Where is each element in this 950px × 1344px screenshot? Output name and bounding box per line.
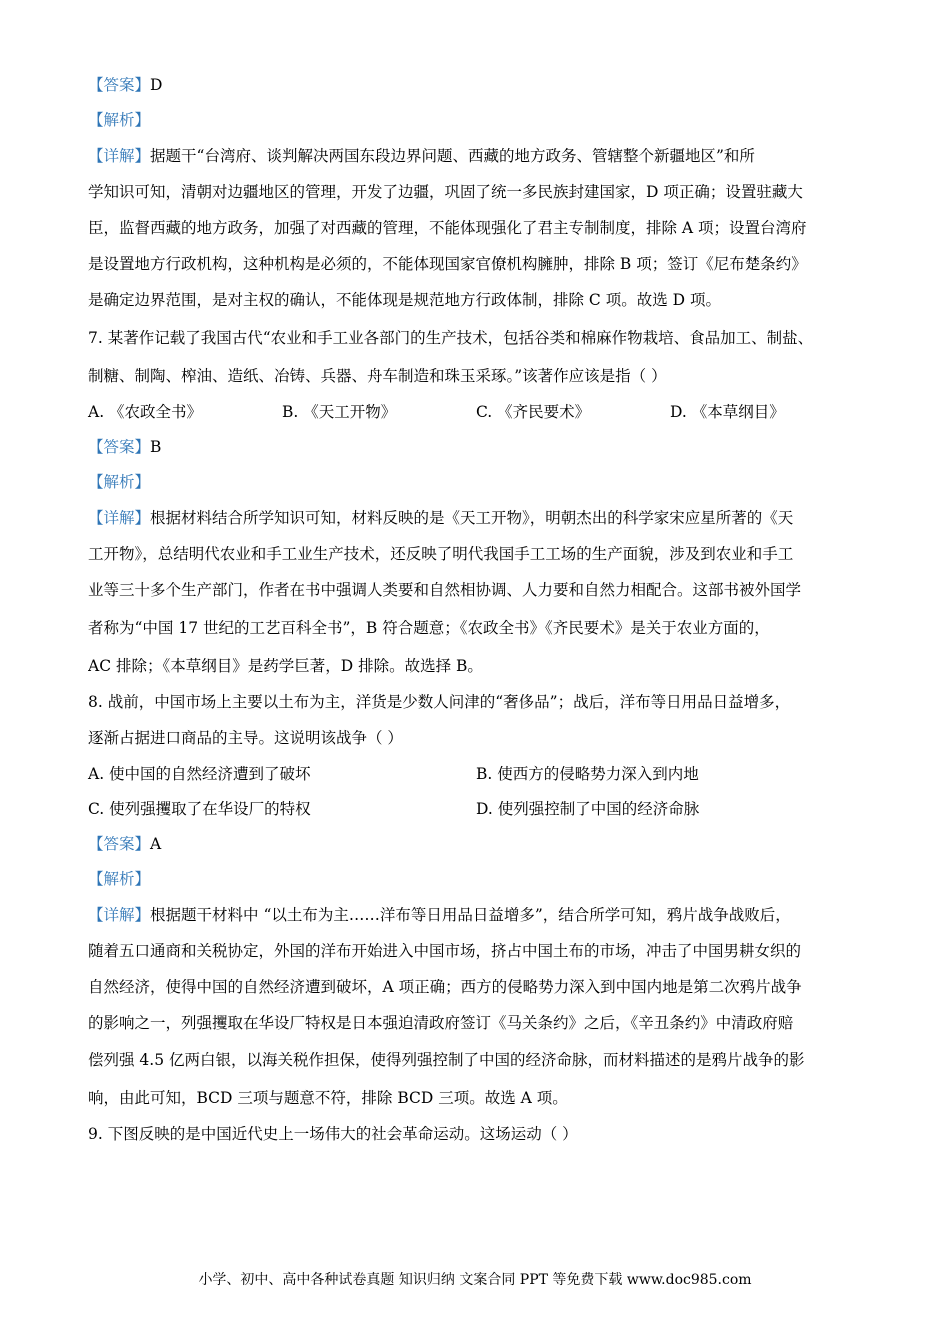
detail-text: 据题干“台湾府、谈判解决两国东段边界问题、西藏的地方政务、管辖整个新疆地区”和所 — [150, 147, 755, 165]
q7-stem-line: 7. 某著作记载了我国古代“农业和手工业各部门的生产技术，包括谷类和棉麻作物栽培、食品加工、制盐、 — [88, 329, 814, 347]
q8-detail-line: 的影响之一，列强攫取在华设厂特权是日本强迫清政府签订《马关条约》之后，《辛丑条约》中清政府赔 — [88, 1014, 794, 1032]
q9-stem-line: 9. 下图反映的是中国近代史上一场伟大的社会革命运动。这场运动（ ） — [88, 1125, 578, 1143]
q7-detail-line: 者称为“中国 17 世纪的工艺百科全书”，B 符合题意；《农政全书》《齐民要术》是关于农业方面的， — [88, 619, 770, 637]
answer-value: B — [150, 438, 162, 456]
q6-detail-line: 是确定边界范围，是对主权的确认，不能体现是规范地方行政体制，排除 C 项。故选 D 项。 — [88, 291, 721, 309]
answer-tag: 【答案】 — [88, 438, 151, 456]
detail-text: 根据材料结合所学知识可知，材料反映的是《天工开物》，明朝杰出的科学家宋应星所著的《天 — [150, 509, 794, 527]
q6-detail-line: 臣，监督西藏的地方政务，加强了对西藏的管理，不能体现强化了君主专制制度，排除 A 项；设置台湾府 — [88, 219, 807, 237]
answer-tag: 【答案】 — [88, 835, 151, 853]
q7-option-b: B. 《天工开物》 — [282, 403, 397, 421]
detail-text: 根据题干材料中 “以土布为主……洋布等日用品日益增多”，结合所学可知，鸦片战争战败后， — [150, 906, 791, 924]
analysis-tag: 【解析】 — [88, 473, 151, 491]
q7-option-d: D. 《本草纲目》 — [670, 403, 785, 421]
q7-detail-line — [88, 508, 878, 528]
q8-detail-line: 响，由此可知，BCD 三项与题意不符，排除 BCD 三项。故选 A 项。 — [88, 1089, 568, 1107]
q6-detail-line: 是设置地方行政机构，这种机构是必须的，不能体现国家官僚机构臃肿，排除 B 项；签订《尼布楚条约》 — [88, 255, 807, 273]
q7-analysis-line — [88, 472, 878, 492]
q7-option-c: C. 《齐民要术》 — [476, 403, 591, 421]
q7-detail-line: AC 排除；《本草纲目》是药学巨著，D 排除。故选择 B。 — [88, 657, 483, 675]
answer-value: A — [150, 835, 162, 853]
q8-option-d: D. 使列强控制了中国的经济命脉 — [476, 800, 700, 818]
q6-detail-line — [88, 146, 878, 166]
q8-answer-line — [88, 834, 878, 854]
q8-stem-line: 8. 战前，中国市场上主要以土布为主，洋货是少数人问津的“奢侈品”；战后，洋布等日用品日益增多， — [88, 693, 791, 711]
q6-analysis-line — [88, 110, 878, 130]
q8-detail-line: 偿列强 4.5 亿两白银，以海关税作担保，使得列强控制了中国的经济命脉，而材料描述的是鸦片战争的影 — [88, 1051, 805, 1069]
q7-detail-line: 工开物》，总结明代农业和手工业生产技术，还反映了明代我国手工工场的生产面貌，涉及到农业和手工 — [88, 545, 794, 563]
analysis-tag: 【解析】 — [88, 111, 151, 129]
answer-tag: 【答案】 — [88, 76, 151, 94]
detail-tag: 【详解】 — [88, 509, 151, 527]
q8-detail-line: 随着五口通商和关税协定，外国的洋布开始进入中国市场，挤占中国土布的市场，冲击了中国男耕女织的 — [88, 942, 802, 960]
q7-option-a: A. 《农政全书》 — [88, 403, 203, 421]
q8-detail-line — [88, 905, 878, 925]
analysis-tag: 【解析】 — [88, 870, 151, 888]
q8-option-a: A. 使中国的自然经济遭到了破坏 — [88, 765, 311, 783]
q6-answer-line — [88, 75, 878, 95]
detail-tag: 【详解】 — [88, 906, 151, 924]
page-footer: 小学、初中、高中各种试卷真题 知识归纳 文案合同 PPT 等免费下载 www.doc985.com — [198, 1272, 752, 1288]
q7-detail-line: 业等三十多个生产部门，作者在书中强调人类要和自然相协调、人力要和自然力相配合。这部书被外国学 — [88, 581, 802, 599]
q8-option-b: B. 使西方的侵略势力深入到内地 — [476, 765, 699, 783]
q7-stem-line: 制糖、制陶、榨油、造纸、冶铸、兵器、舟车制造和珠玉采琢。”该著作应该是指（ ） — [88, 367, 667, 385]
q8-detail-line: 自然经济，使得中国的自然经济遭到破坏，A 项正确；西方的侵略势力深入到中国内地是第二次鸦片战争 — [88, 978, 802, 996]
q8-stem-line: 逐渐占据进口商品的主导。这说明该战争（ ） — [88, 729, 403, 747]
q8-option-c: C. 使列强攫取了在华设厂的特权 — [88, 800, 311, 818]
answer-value: D — [150, 76, 163, 94]
q6-detail-line: 学知识可知，清朝对边疆地区的管理，开发了边疆，巩固了统一多民族封建国家，D 项正确；设置驻藏大 — [88, 183, 803, 201]
detail-tag: 【详解】 — [88, 147, 151, 165]
q7-answer-line — [88, 437, 878, 457]
q8-analysis-line — [88, 869, 878, 889]
